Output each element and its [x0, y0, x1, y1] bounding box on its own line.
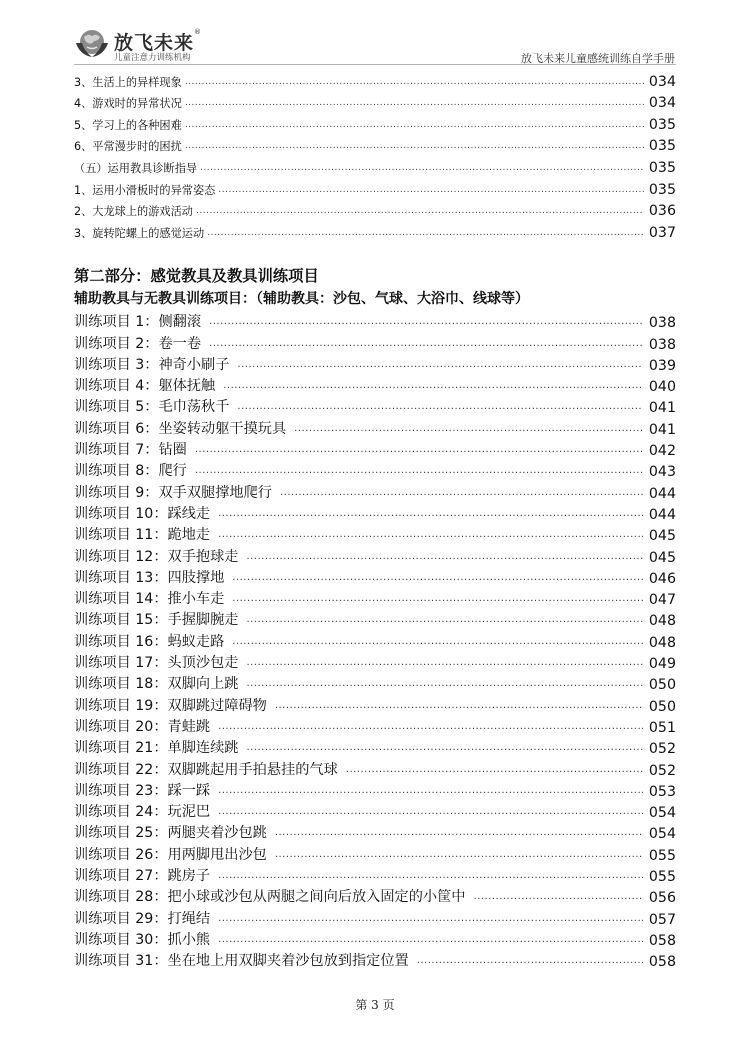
toc-entry[interactable] [74, 176, 676, 198]
toc-entry-page: 048 [648, 613, 676, 630]
toc-entry[interactable] [74, 629, 676, 650]
dot-leader [195, 465, 643, 476]
toc-entry[interactable] [74, 154, 676, 176]
toc-entry-page: 057 [648, 911, 676, 928]
toc-entry-page: 056 [648, 890, 676, 907]
toc-entry-title: 训练项目 18：双脚向上跳 [74, 676, 239, 693]
toc-entry-page: 058 [648, 954, 676, 971]
toc-entry-page: 038 [648, 315, 676, 332]
toc-entry-page: 047 [648, 592, 676, 609]
toc-entry[interactable] [74, 480, 676, 501]
toc-entry-title: 训练项目 3：神奇小刷子 [74, 356, 230, 373]
dot-leader [280, 487, 643, 498]
toc-entry-page: 055 [648, 847, 676, 864]
toc-entry-page: 046 [648, 570, 676, 587]
toc-entry-title: 训练项目 11：跪地走 [74, 527, 211, 544]
toc-entry-title: 训练项目 24：玩泥巴 [74, 804, 211, 821]
dot-leader [346, 764, 643, 775]
toc-entry-page: 058 [648, 932, 676, 949]
toc-entry[interactable] [74, 353, 676, 374]
dot-leader [218, 529, 643, 540]
toc-entry-title: 训练项目 23：踩一踩 [74, 782, 211, 799]
toc-entry-title: 训练项目 5：毛巾荡秋千 [74, 399, 230, 416]
toc-entry[interactable] [74, 587, 676, 608]
toc-entry-page: 035 [648, 159, 676, 176]
toc-entry[interactable] [74, 111, 676, 133]
dot-leader [232, 636, 643, 647]
dot-leader [209, 338, 643, 349]
toc-entry[interactable] [74, 842, 676, 863]
toc-entry[interactable] [74, 68, 676, 90]
toc-entry-page: 035 [648, 116, 676, 133]
logo-subtitle: 儿童注意力训练机构 [114, 53, 191, 63]
toc-entry-title: 6、平常漫步时的困扰 [74, 140, 182, 154]
dot-leader [275, 700, 643, 711]
toc-entry-page: 035 [648, 138, 676, 155]
toc-entry-title: 5、学习上的各种困难 [74, 118, 182, 132]
dot-leader [246, 551, 642, 562]
toc-entry[interactable] [74, 651, 676, 672]
toc-entry-page: 054 [648, 805, 676, 822]
toc-entry-page: 049 [648, 656, 676, 673]
toc-entry-title: 训练项目 26：用两脚甩出沙包 [74, 846, 267, 863]
header-divider [74, 64, 676, 65]
toc-entry-page: 051 [648, 719, 676, 736]
dot-leader [209, 316, 643, 327]
toc-entry-title: 4、游戏时的异常状况 [74, 97, 182, 111]
toc-entry[interactable] [74, 459, 676, 480]
toc-training-items [74, 310, 676, 970]
toc-entry-title: 训练项目 17：头顶沙包走 [74, 655, 239, 672]
toc-entry-page: 053 [648, 783, 676, 800]
toc-entry[interactable] [74, 416, 676, 437]
toc-entry-title: 训练项目 21：单脚连续跳 [74, 740, 239, 757]
toc-entry-page: 050 [648, 698, 676, 715]
dot-leader [185, 120, 644, 130]
toc-entry[interactable] [74, 374, 676, 395]
dot-leader [223, 380, 643, 391]
toc-entry-title: 3、生活上的异样现象 [74, 75, 182, 89]
toc-entry-page: 038 [648, 336, 676, 353]
toc-entry[interactable] [74, 133, 676, 155]
toc-entry-title: 3、旋转陀螺上的感觉运动 [74, 226, 205, 240]
section-subtitle: 辅助教具与无教具训练项目：（辅助教具：沙包、气球、大浴巾、线球等） [74, 291, 529, 307]
dot-leader [232, 593, 643, 604]
dot-leader [246, 678, 642, 689]
toc-entry[interactable] [74, 757, 676, 778]
toc-entry-page: 036 [648, 203, 676, 220]
part-title: 第二部分：感觉教具及教具训练项目 [74, 267, 319, 285]
toc-entry[interactable] [74, 864, 676, 885]
toc-entry[interactable] [74, 331, 676, 352]
toc-entry-title: 训练项目 15：手握脚腕走 [74, 612, 239, 629]
dot-leader [185, 98, 644, 108]
dot-leader [232, 572, 643, 583]
toc-entry-title: 训练项目 22：双脚跳起用手拍悬挂的气球 [74, 761, 338, 778]
toc-entry[interactable] [74, 693, 676, 714]
toc-entry-page: 042 [648, 443, 676, 460]
toc-entry[interactable] [74, 885, 676, 906]
toc-entry-title: 训练项目 30：抓小熊 [74, 931, 211, 948]
toc-entry-title: 训练项目 1：侧翻滚 [74, 314, 202, 331]
dot-leader [218, 934, 643, 945]
dot-leader [200, 163, 644, 173]
toc-entry-page: 052 [648, 741, 676, 758]
toc-top-section [74, 68, 676, 241]
toc-entry[interactable] [74, 800, 676, 821]
toc-entry[interactable] [74, 219, 676, 241]
toc-entry-title: 训练项目 9：双手双腿撑地爬行 [74, 484, 272, 501]
dot-leader [218, 913, 643, 924]
page-header [0, 0, 750, 66]
toc-entry-title: 训练项目 6：坐姿转动躯干摸玩具 [74, 420, 287, 437]
toc-entry-title: 训练项目 25：两腿夹着沙包跳 [74, 825, 267, 842]
toc-entry[interactable] [74, 523, 676, 544]
logo-title: 放飞未来® [114, 28, 203, 54]
toc-entry-title: 训练项目 19：双脚跳过障碍物 [74, 697, 267, 714]
toc-entry[interactable] [74, 438, 676, 459]
toc-entry-page: 039 [648, 357, 676, 374]
toc-entry-page: 040 [648, 379, 676, 396]
dot-leader [294, 423, 643, 434]
toc-entry[interactable] [74, 90, 676, 112]
dot-leader [246, 614, 642, 625]
toc-entry-title: 训练项目 20：青蛙跳 [74, 718, 211, 735]
toc-entry-page: 048 [648, 634, 676, 651]
dot-leader [196, 206, 644, 216]
toc-entry-title: 1、运用小滑板时的异常姿态 [74, 183, 216, 197]
dot-leader [195, 444, 643, 455]
dot-leader [275, 827, 643, 838]
toc-entry-title: 训练项目 14：推小车走 [74, 591, 225, 608]
toc-entry[interactable] [74, 395, 676, 416]
dot-leader [237, 401, 642, 412]
toc-entry-title: 训练项目 10：踩线走 [74, 505, 211, 522]
dot-leader [246, 742, 642, 753]
toc-entry[interactable] [74, 502, 676, 523]
toc-entry-title: 训练项目 27：跳房子 [74, 868, 211, 885]
toc-entry-page: 052 [648, 762, 676, 779]
dot-leader [417, 955, 643, 966]
toc-entry-title: 训练项目 12：双手抱球走 [74, 548, 239, 565]
toc-entry-title: 训练项目 8：爬行 [74, 463, 187, 480]
book-title: 放飞未来儿童感统训练自学手册 [521, 52, 675, 65]
toc-entry-title: （五）运用教具诊断指导 [74, 161, 198, 175]
toc-entry-page: 044 [648, 485, 676, 502]
toc-entry-page: 035 [648, 181, 676, 198]
toc-entry[interactable] [74, 566, 676, 587]
toc-entry-page: 041 [648, 400, 676, 417]
dot-leader [218, 806, 643, 817]
dot-leader [185, 77, 644, 87]
toc-entry-page: 055 [648, 869, 676, 886]
toc-entry-page: 045 [648, 549, 676, 566]
toc-entry-page: 050 [648, 677, 676, 694]
toc-entry[interactable] [74, 906, 676, 927]
toc-entry-page: 045 [648, 528, 676, 545]
toc-entry[interactable] [74, 736, 676, 757]
toc-entry-title: 训练项目 29：打绳结 [74, 910, 211, 927]
dot-leader [185, 141, 644, 151]
dot-leader [218, 721, 643, 732]
toc-entry[interactable] [74, 715, 676, 736]
toc-entry-page: 044 [648, 506, 676, 523]
toc-entry-page: 037 [648, 224, 676, 241]
toc-entry[interactable] [74, 608, 676, 629]
toc-entry-title: 训练项目 31：坐在地上用双脚夹着沙包放到指定位置 [74, 953, 409, 970]
toc-entry-page: 043 [648, 464, 676, 481]
toc-entry-title: 2、大龙球上的游戏活动 [74, 205, 193, 219]
toc-entry[interactable] [74, 949, 676, 970]
toc-entry-title: 训练项目 28：把小球或沙包从两腿之间向后放入固定的小筐中 [74, 889, 466, 906]
toc-entry-title: 训练项目 4：躯体抚触 [74, 378, 216, 395]
dot-leader [473, 891, 642, 902]
toc-entry[interactable] [74, 928, 676, 949]
toc-entry-title: 训练项目 7：钻圈 [74, 442, 187, 459]
toc-entry-page: 034 [648, 73, 676, 90]
toc-entry-page: 034 [648, 95, 676, 112]
dot-leader [207, 228, 644, 238]
brand-logo [74, 27, 224, 61]
toc-entry[interactable] [74, 544, 676, 565]
toc-entry[interactable] [74, 198, 676, 220]
toc-entry-page: 054 [648, 826, 676, 843]
toc-entry-title: 训练项目 13：四肢撑地 [74, 569, 225, 586]
toc-entry[interactable] [74, 779, 676, 800]
toc-entry[interactable] [74, 821, 676, 842]
dot-leader [218, 508, 643, 519]
dot-leader [246, 657, 642, 668]
toc-entry[interactable] [74, 672, 676, 693]
dot-leader [218, 785, 643, 796]
toc-entry-title: 训练项目 2：卷一卷 [74, 335, 202, 352]
dot-leader [218, 185, 644, 195]
page-number: 第 3 页 [355, 998, 395, 1012]
toc-entry-page: 041 [648, 421, 676, 438]
toc-entry-title: 训练项目 16：蚂蚁走路 [74, 633, 225, 650]
dot-leader [275, 849, 643, 860]
toc-entry[interactable] [74, 310, 676, 331]
globe-hands-logo-icon [74, 27, 110, 59]
dot-leader [218, 870, 643, 881]
dot-leader [237, 359, 642, 370]
